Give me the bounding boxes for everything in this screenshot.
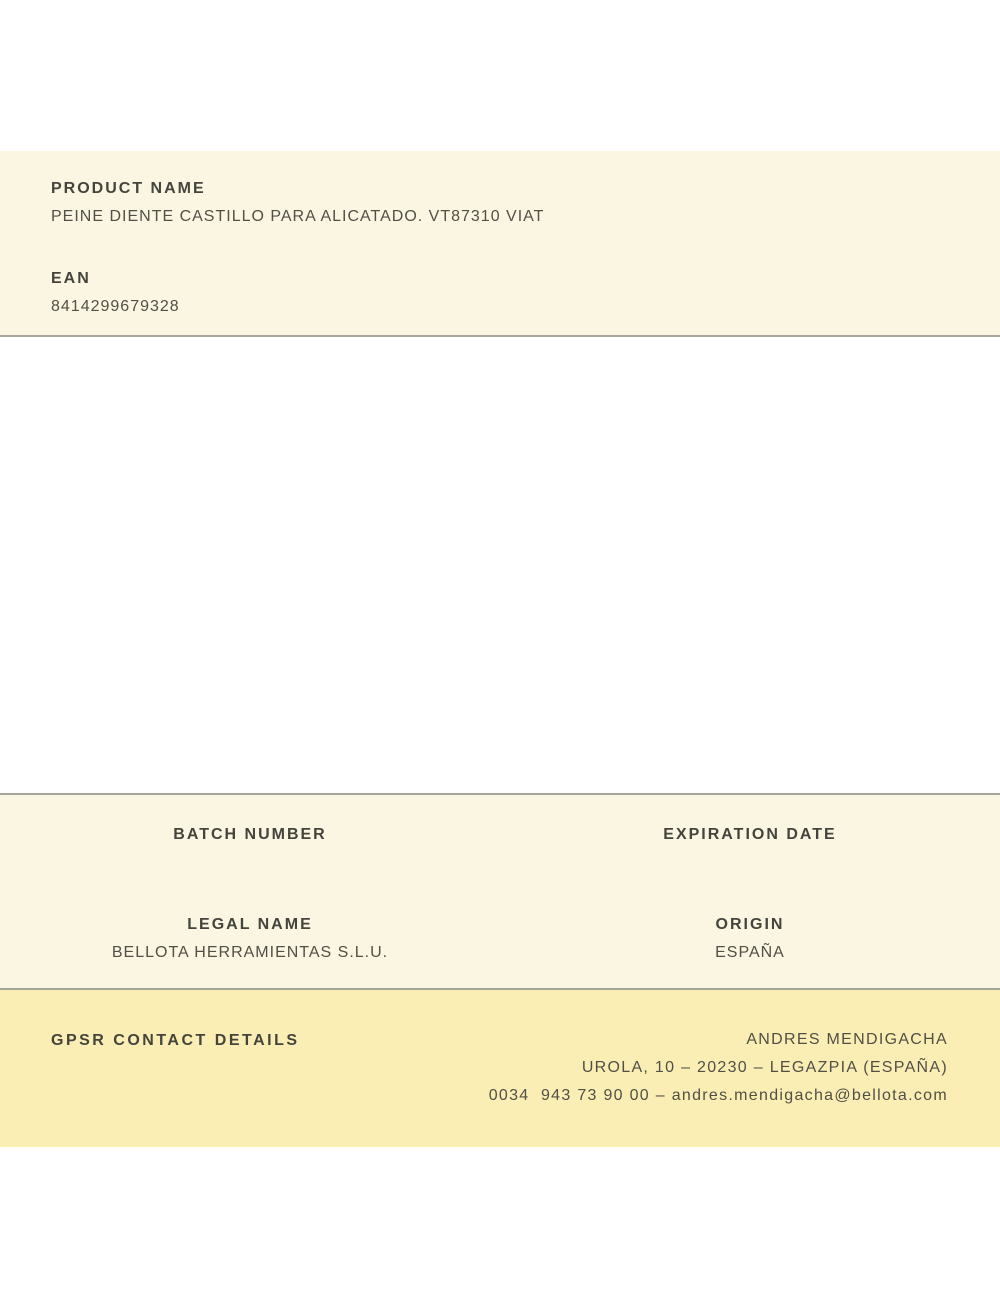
gpsr-contact-info (489, 1026, 948, 1110)
ean-label: EAN (51, 270, 91, 287)
origin-label: ORIGIN (715, 916, 785, 933)
ean-value: 8414299679328 (51, 298, 180, 315)
gpsr-contact-label: GPSR CONTACT DETAILS (51, 1032, 300, 1049)
legal-name-label: LEGAL NAME (187, 916, 313, 933)
legal-name-value: BELLOTA HERRAMIENTAS S.L.U. (111, 944, 389, 961)
origin-field (500, 914, 1000, 964)
batch-origin-section (0, 793, 1000, 990)
expiration-date-label: EXPIRATION DATE (663, 826, 837, 843)
product-info-section (0, 151, 1000, 337)
contact-person-name: ANDRES MENDIGACHA (746, 1031, 948, 1048)
origin-value: ESPAÑA (715, 944, 785, 961)
ean-field (51, 268, 949, 318)
batch-legal-column (0, 824, 500, 988)
contact-address: UROLA, 10 – 20230 – LEGAZPIA (ESPAÑA) (581, 1059, 948, 1076)
expiration-origin-column (500, 824, 1000, 988)
middle-whitespace (0, 337, 1000, 793)
contact-phone-email: 0034 943 73 90 00 – andres.mendigacha@bellota.com (488, 1087, 948, 1104)
product-name-value: PEINE DIENTE CASTILLO PARA ALICATADO. VT87310 VIAT (51, 208, 545, 225)
product-name-label: PRODUCT NAME (51, 180, 206, 197)
product-name-field (51, 178, 949, 228)
gpsr-contact-section (0, 990, 1000, 1147)
legal-name-field (0, 914, 500, 964)
batch-number-label: BATCH NUMBER (173, 826, 327, 843)
top-whitespace (0, 0, 1000, 151)
